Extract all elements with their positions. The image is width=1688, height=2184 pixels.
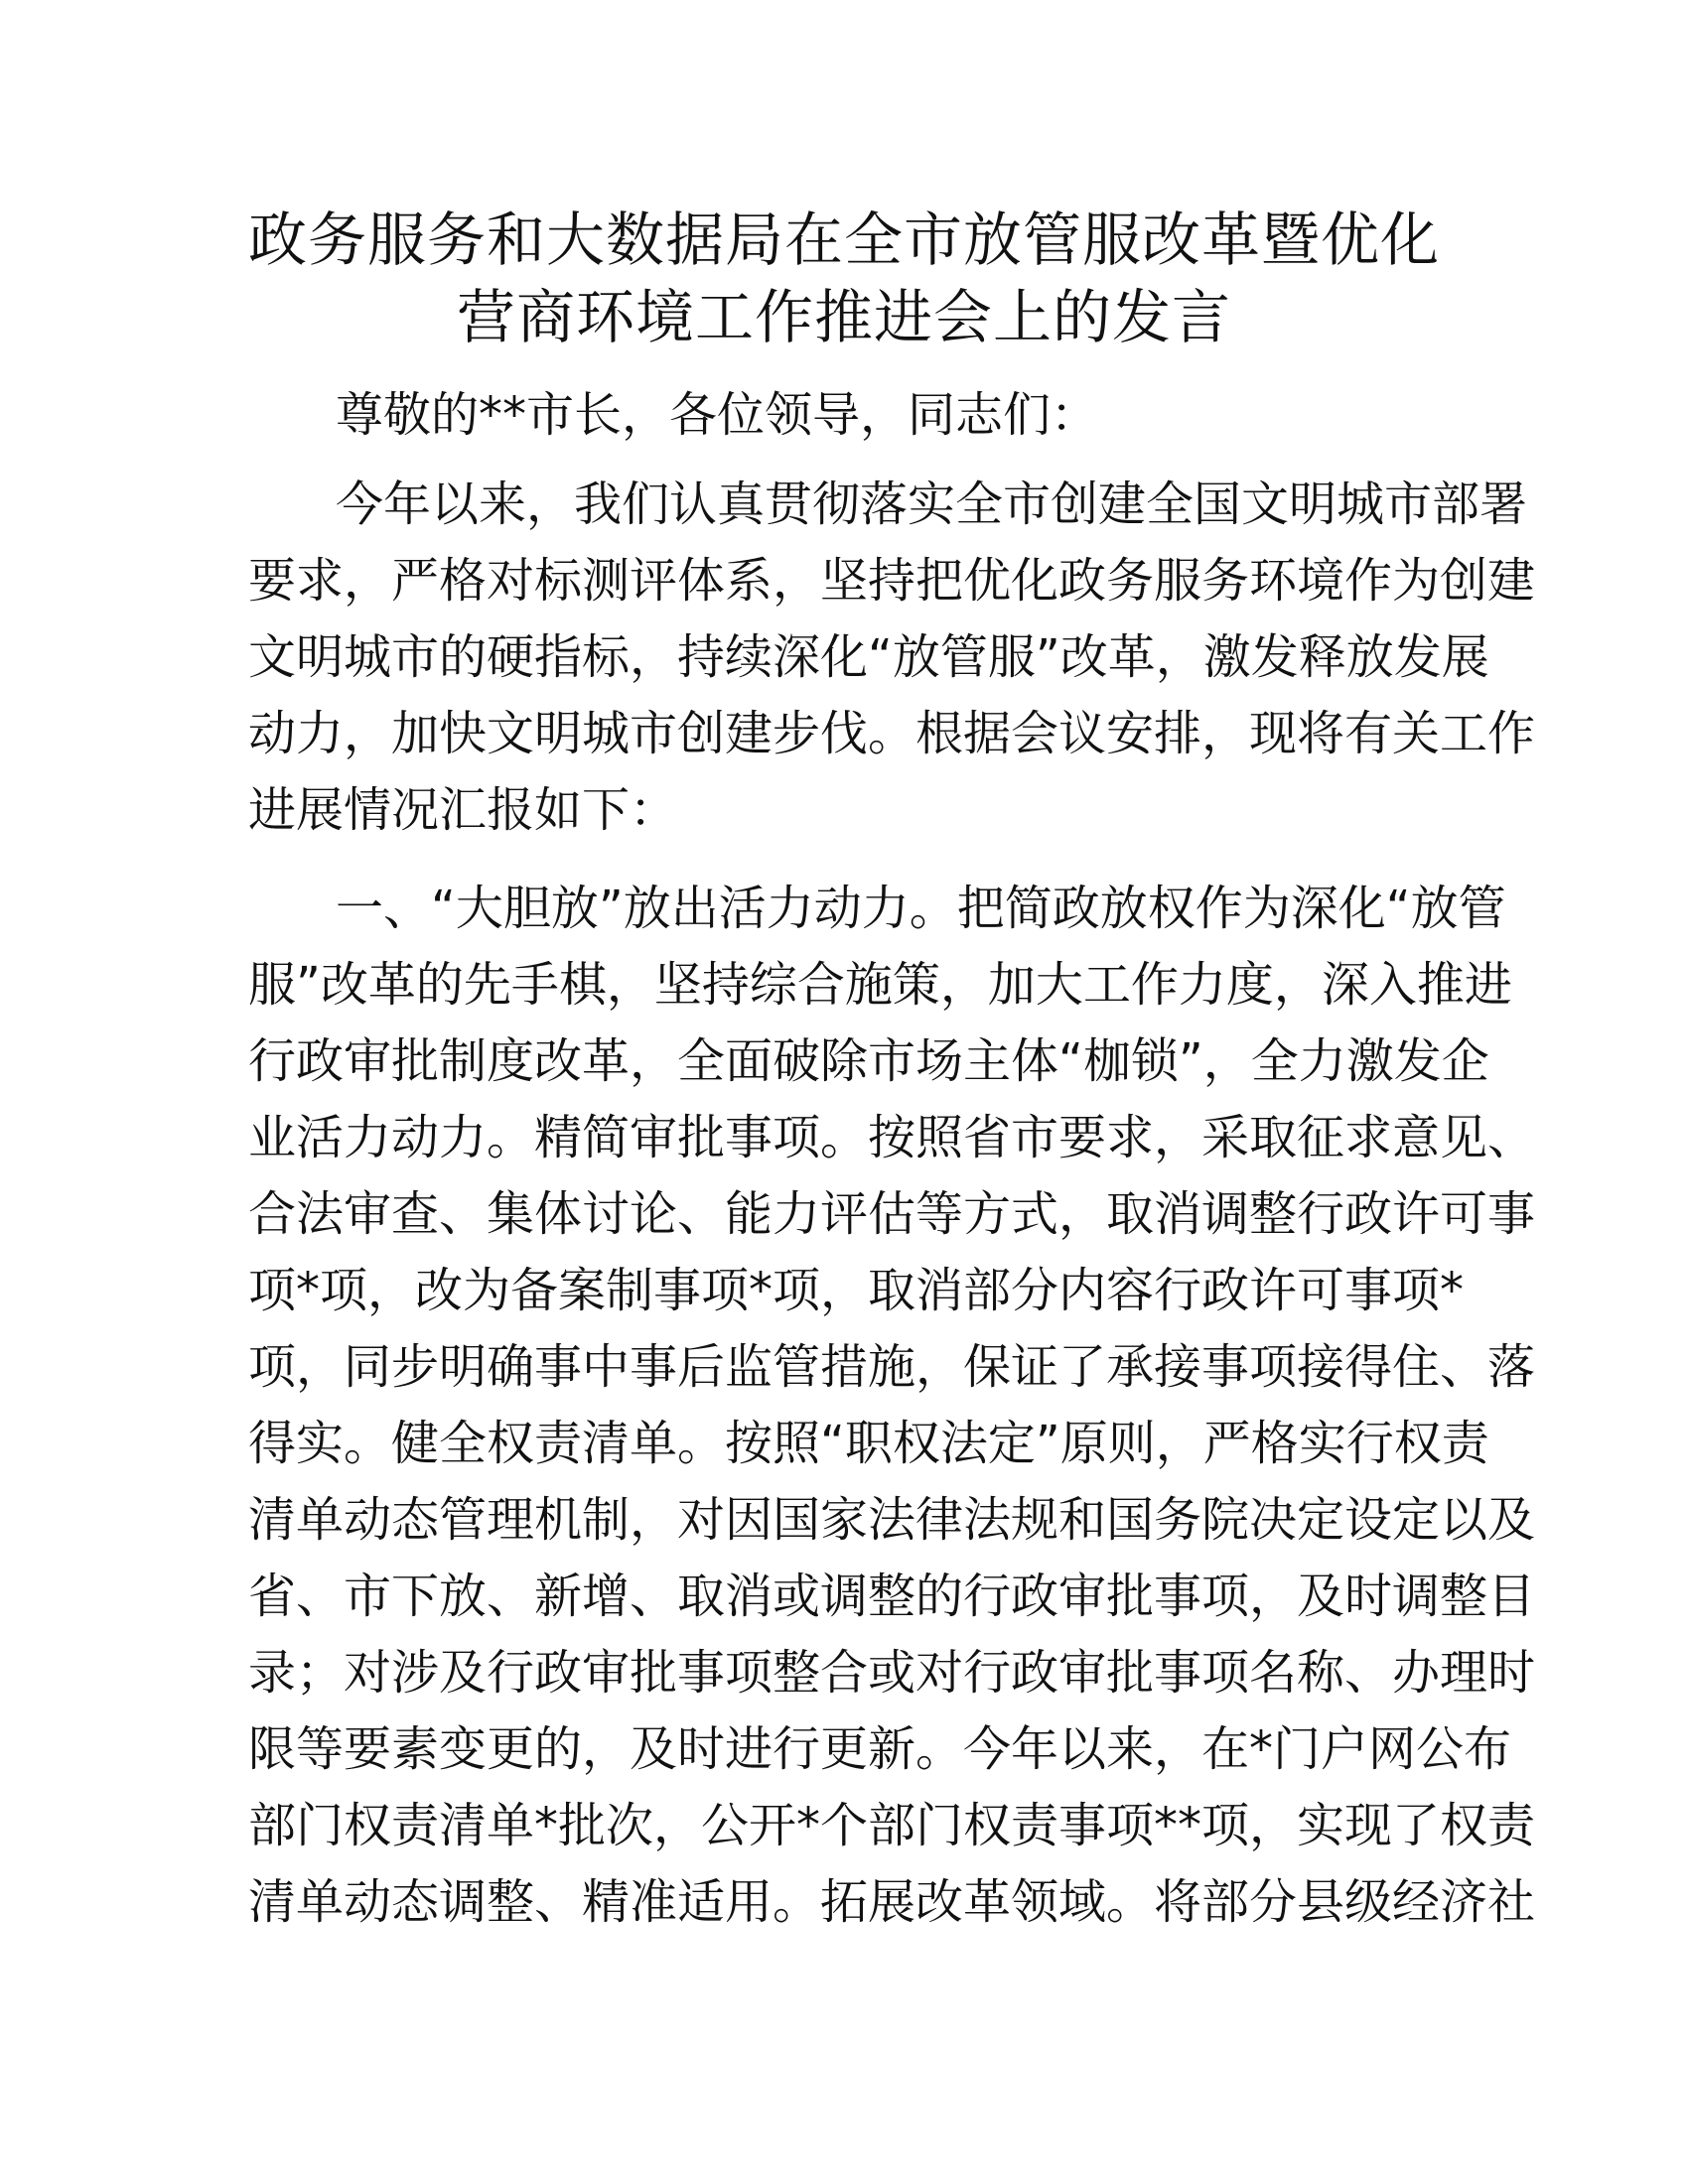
section1-line: 清单动态调整、精准适用。拓展改革领域。将部分县级经济社 — [248, 1874, 1536, 1930]
greeting: 尊敬的**市长，各位领导，同志们： — [336, 387, 1099, 443]
document-title-line-2: 营商环境工作推进会上的发言 — [456, 283, 1231, 351]
section1-line: 清单动态管理机制，对因国家法律法规和国务院决定设定以及 — [248, 1492, 1536, 1548]
document-title-line-1: 政务服务和大数据局在全市放管服改革暨优化 — [248, 205, 1441, 274]
intro-line: 今年以来，我们认真贯彻落实全市创建全国文明城市部署 — [336, 477, 1528, 532]
section1-line: 业活力动力。精简审批事项。按照省市要求，采取征求意见、 — [248, 1110, 1536, 1165]
section1-line: 录；对涉及行政审批事项整合或对行政审批事项名称、办理时 — [248, 1645, 1536, 1701]
section1-line: 部门权责清单*批次，公开*个部门权责事项**项，实现了权责 — [248, 1798, 1536, 1853]
section1-line: 省、市下放、新增、取消或调整的行政审批事项，及时调整目 — [248, 1569, 1536, 1624]
section1-line: 得实。健全权责清单。按照“职权法定”原则，严格实行权责 — [248, 1416, 1489, 1471]
section1-line: 项，同步明确事中事后监管措施，保证了承接事项接得住、落 — [248, 1339, 1536, 1395]
intro-line: 要求，严格对标测评体系，坚持把优化政务服务环境作为创建 — [248, 553, 1536, 609]
section1-line: 限等要素变更的，及时进行更新。今年以来，在*门户网公布 — [248, 1721, 1512, 1777]
section1-line: 服”改革的先手棋，坚持综合施策，加大工作力度，深入推进 — [248, 957, 1512, 1013]
section1-line: 一、“大胆放”放出活力动力。把简政放权作为深化“放管 — [336, 881, 1506, 936]
intro-line: 文明城市的硬指标，持续深化“放管服”改革，激发释放发展 — [248, 629, 1489, 685]
intro-line: 进展情况汇报如下： — [248, 782, 678, 838]
section1-line: 行政审批制度改革，全面破除市场主体“枷锁”，全力激发企 — [248, 1033, 1489, 1089]
intro-line: 动力，加快文明城市创建步伐。根据会议安排，现将有关工作 — [248, 706, 1536, 761]
section1-line: 合法审查、集体讨论、能力评估等方式，取消调整行政许可事 — [248, 1186, 1536, 1242]
section1-line: 项*项，改为备案制事项*项，取消部分内容行政许可事项* — [248, 1263, 1465, 1318]
